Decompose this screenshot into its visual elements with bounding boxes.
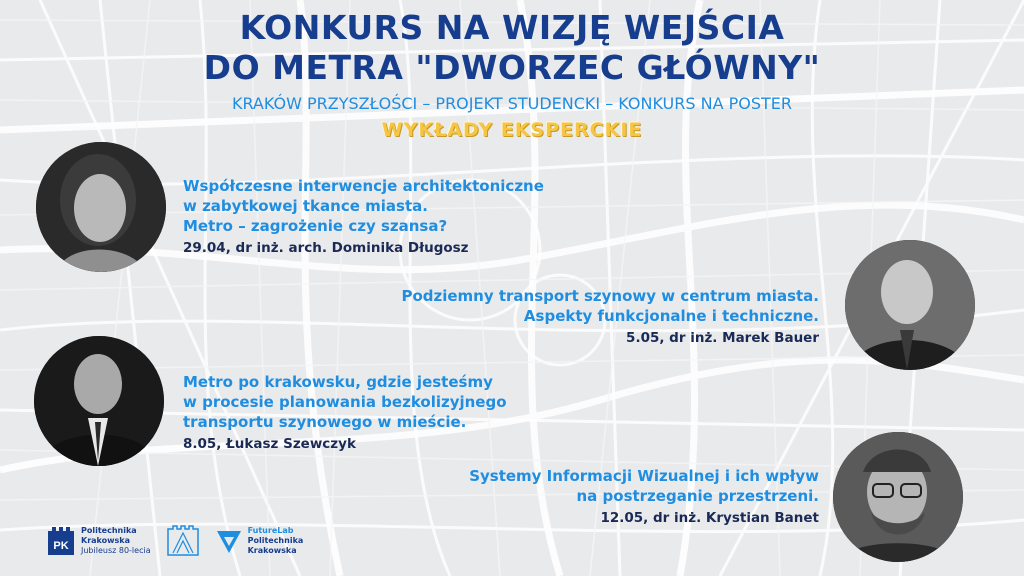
talk-title-line: Metro – zagrożenie czy szansa? xyxy=(183,217,448,235)
talk-title-line: Podziemny transport szynowy w centrum miasta. xyxy=(401,287,819,305)
speaker-photo-bauer xyxy=(845,240,975,370)
talk-date-speaker: 12.05, dr inż. Krystian Banet xyxy=(600,510,819,526)
futurelab-logo-line: FutureLab xyxy=(247,526,294,535)
talk-title-line: w zabytkowej tkance miasta. xyxy=(183,197,428,215)
talk-title-line: w procesie planowania bezkolizyjnego xyxy=(183,393,507,411)
talk-date-speaker: 8.05, Łukasz Szewczyk xyxy=(183,436,356,452)
talk-4 xyxy=(469,466,819,528)
page-title-line1: KONKURS NA WIZJĘ WEJŚCIA xyxy=(239,8,785,47)
talk-title-line: Metro po krakowsku, gdzie jesteśmy xyxy=(183,373,493,391)
speaker-photo-szewczyk xyxy=(34,336,164,466)
talk-title-line: na postrzeganie przestrzeni. xyxy=(576,487,819,505)
talk-title-line: Systemy Informacji Wizualnej i ich wpływ xyxy=(469,467,819,485)
talk-2 xyxy=(401,286,819,348)
futurelab-logo-line: Politechnika xyxy=(247,536,304,545)
pk-logo-line: Politechnika xyxy=(81,526,137,535)
pk-jubilee-logo xyxy=(46,525,151,557)
page-title-line2: DO METRA "DWORZEC GŁÓWNY" xyxy=(203,48,821,87)
talk-title-line: Aspekty funkcjonalne i techniczne. xyxy=(523,307,819,325)
subtitle: KRAKÓW PRZYSZŁOŚCI – PROJEKT STUDENCKI – KONKURS NA POSTER xyxy=(231,94,793,113)
talk-title-line: Współczesne interwencje architektoniczne xyxy=(183,177,544,195)
pk-logo-line: Krakowska xyxy=(81,536,131,545)
faculty-logo-icon xyxy=(165,525,201,557)
talk-title-line: transportu szynowego w mieście. xyxy=(183,413,467,431)
futurelab-logo-line: Krakowska xyxy=(247,546,297,555)
speaker-photo-dlugosz xyxy=(36,142,166,272)
pk-mark: PK xyxy=(53,540,69,552)
talk-1 xyxy=(183,176,544,258)
futurelab-mark-icon xyxy=(215,527,243,555)
pk-logo-line: Jubileusz 80-lecia xyxy=(81,546,151,555)
speaker-photo-banet xyxy=(833,432,963,562)
pk-crest-icon xyxy=(46,525,76,557)
talk-3 xyxy=(183,372,507,454)
futurelab-logo xyxy=(215,526,304,556)
talk-date-speaker: 5.05, dr inż. Marek Bauer xyxy=(626,330,819,346)
talk-date-speaker: 29.04, dr inż. arch. Dominika Długosz xyxy=(183,240,469,256)
section-heading: WYKŁADY EKSPERCKIE xyxy=(381,119,643,141)
footer-logos xyxy=(46,523,303,559)
